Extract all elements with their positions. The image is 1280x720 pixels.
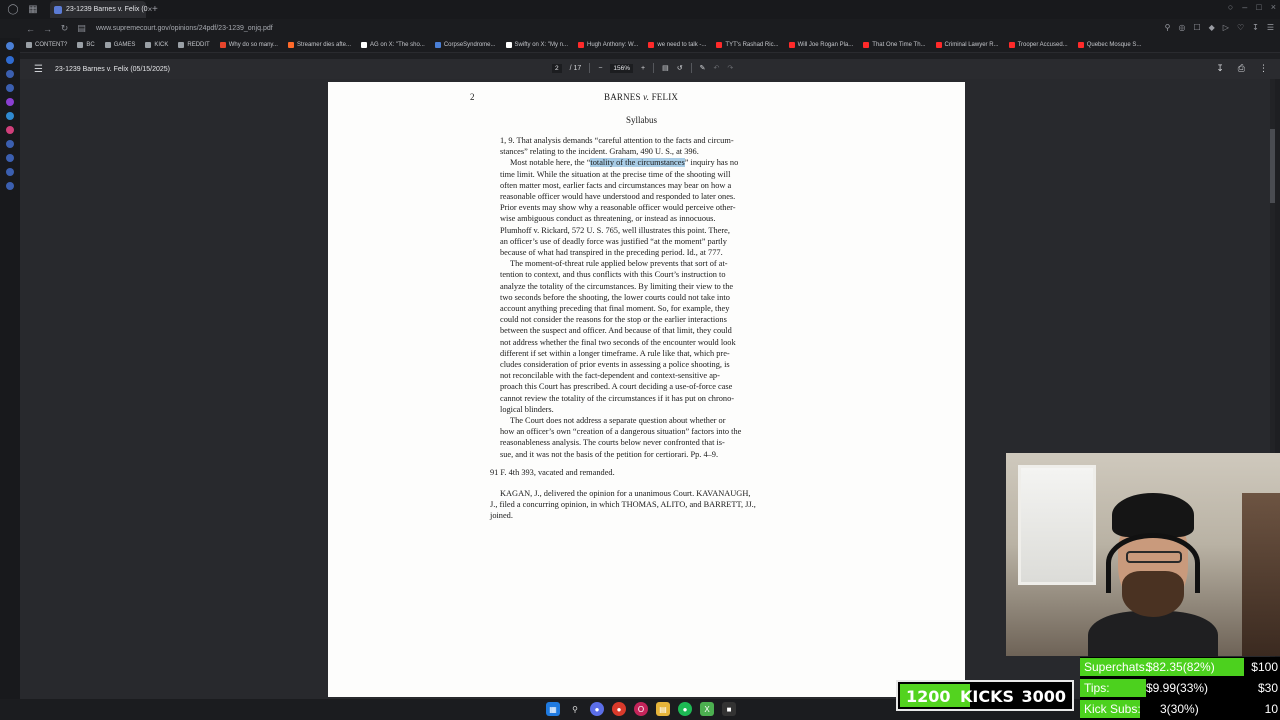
webcam-feed bbox=[1006, 453, 1280, 656]
address-bar bbox=[0, 19, 1280, 38]
bookmarks-bar bbox=[0, 38, 1280, 53]
text-line: Plumhoff v. Rickard, 572 U. S. 765, well illustrates this point. There, bbox=[500, 225, 730, 235]
bookmark-item[interactable] bbox=[77, 42, 94, 48]
goal-label: Kick Subs: bbox=[1084, 702, 1141, 716]
kicks-goal: 3000 bbox=[1021, 687, 1066, 706]
heart-icon[interactable]: ♡ bbox=[1236, 23, 1245, 32]
bookmark-favicon-icon bbox=[1078, 42, 1084, 48]
pdf-page-controls bbox=[552, 63, 733, 73]
window-controls bbox=[1228, 2, 1276, 12]
sidebar-history-icon[interactable] bbox=[6, 154, 14, 162]
bookmark-item[interactable] bbox=[361, 42, 425, 48]
bookmark-label: Streamer dies afte... bbox=[296, 42, 351, 48]
maximize-icon[interactable]: □ bbox=[1256, 2, 1262, 12]
bookmark-item[interactable] bbox=[578, 42, 638, 48]
bookmark-label: BC bbox=[86, 42, 95, 48]
pdf-title: 23-1239 Barnes v. Felix (05/15/2025) bbox=[54, 65, 171, 73]
text-line: cannot review the totality of the circumstances if it has put on chrono- bbox=[500, 393, 735, 403]
browser-sidebar bbox=[0, 38, 20, 720]
text-segment: ” inquiry has no bbox=[684, 158, 739, 168]
bookmark-favicon-icon bbox=[220, 42, 226, 48]
sidebar-app-icon[interactable] bbox=[6, 84, 14, 92]
bookmark-item[interactable] bbox=[145, 42, 168, 48]
bookmark-item[interactable] bbox=[1009, 42, 1068, 48]
start-icon[interactable]: ▦ bbox=[546, 702, 560, 716]
sidebar-app-icon[interactable] bbox=[6, 140, 14, 148]
kicks-goal-widget bbox=[896, 680, 1074, 711]
page-header bbox=[604, 92, 678, 102]
bookmark-favicon-icon bbox=[1009, 42, 1015, 48]
goal-label: Tips: bbox=[1084, 681, 1110, 695]
annotate-icon[interactable]: ✎ bbox=[699, 65, 706, 72]
goal-value: $82.35(82%) bbox=[1146, 660, 1215, 674]
bookmark-label: That One Time Th... bbox=[872, 42, 926, 48]
bookmark-favicon-icon bbox=[789, 42, 795, 48]
folder-icon bbox=[26, 42, 32, 48]
site-info-icon[interactable]: ▤ bbox=[77, 23, 86, 33]
opinion-line: J., filed a concurring opinion, in which THOMAS, ALITO, and BARRETT, JJ., bbox=[490, 500, 756, 510]
address-bar-icons bbox=[1165, 23, 1274, 32]
text-line: reasonable officer would have understood and responded to later ones. bbox=[500, 192, 736, 202]
text-line: because of what had transpired in the preceding period. Id., at 777. bbox=[500, 248, 723, 258]
folder-icon bbox=[145, 42, 151, 48]
text-line: between the suspect and officer. And because of that limit, they could bbox=[500, 326, 732, 336]
text-line: tention to context, and thus conflicts with this Court’s instruction to bbox=[500, 270, 726, 280]
syllabus-text[interactable] bbox=[500, 135, 803, 460]
text-line: logical blinders. bbox=[500, 404, 554, 414]
bookmark-label: Will Joe Rogan Pla... bbox=[797, 42, 854, 48]
bookmark-item[interactable] bbox=[863, 42, 925, 48]
pdf-actions bbox=[1216, 63, 1268, 74]
text-line: an officer’s use of deadly force was justified “at the moment” partly bbox=[500, 236, 727, 246]
bookmark-item[interactable] bbox=[220, 42, 278, 48]
text-line: time limit. While the situation at the precise time of the shooting will bbox=[500, 169, 731, 179]
bookmark-item[interactable] bbox=[288, 42, 351, 48]
forward-icon[interactable]: → bbox=[43, 23, 52, 34]
folder-icon bbox=[178, 42, 184, 48]
pdf-page bbox=[328, 82, 965, 697]
download-icon[interactable]: ↧ bbox=[1252, 23, 1259, 32]
header-left: BARNES bbox=[604, 92, 644, 102]
bookmark-favicon-icon bbox=[506, 42, 512, 48]
extensions-icon[interactable]: ☰ bbox=[1266, 23, 1274, 32]
webcam-streamer bbox=[1088, 493, 1218, 656]
text-line: proach this Court has prescribed. A court deciding a use-of-force case bbox=[500, 382, 733, 392]
pdf-toolbar bbox=[20, 59, 1280, 79]
back-icon[interactable]: ← bbox=[26, 23, 35, 34]
webcam-background-window bbox=[1018, 465, 1096, 585]
bookmark-favicon-icon bbox=[361, 42, 367, 48]
sidebar-messenger-icon[interactable] bbox=[6, 56, 14, 64]
close-window-icon[interactable]: × bbox=[1270, 2, 1276, 12]
text-line: 1, 9. That analysis demands “careful attention to the facts and circum- bbox=[500, 136, 734, 145]
zoom-level-input[interactable]: 156% bbox=[610, 64, 633, 73]
divider bbox=[691, 63, 692, 73]
goal-row bbox=[1080, 699, 1280, 719]
minimize-icon[interactable]: – bbox=[1242, 2, 1248, 12]
folder-icon bbox=[77, 42, 83, 48]
bookmark-label: CONTENT? bbox=[35, 42, 68, 48]
goal-target: $30 bbox=[1257, 681, 1278, 695]
bookmark-item[interactable] bbox=[716, 42, 778, 48]
xbox-icon[interactable]: X bbox=[700, 702, 714, 716]
text-line: analyze the totality of the circumstances. By limiting their view to the bbox=[500, 281, 734, 291]
bookmark-item[interactable] bbox=[789, 42, 854, 48]
donation-goals-widget bbox=[1080, 657, 1280, 720]
bookmark-label: Why do so many... bbox=[228, 42, 278, 48]
bookmark-favicon-icon bbox=[716, 42, 722, 48]
zoom-out-icon[interactable]: − bbox=[598, 64, 603, 72]
reload-icon[interactable]: ↻ bbox=[60, 23, 69, 33]
section-title: Syllabus bbox=[626, 115, 658, 125]
bookmark-label: REDDIT bbox=[187, 42, 210, 48]
bookmark-favicon-icon bbox=[936, 42, 942, 48]
file-explorer-icon[interactable]: ▤ bbox=[656, 702, 670, 716]
goal-target: $100 bbox=[1251, 660, 1278, 674]
opinion-line: joined. bbox=[490, 511, 513, 521]
goal-value: 3(30%) bbox=[1160, 702, 1199, 716]
goal-label: Superchats: bbox=[1084, 660, 1149, 674]
bookmark-item[interactable] bbox=[1078, 42, 1142, 48]
bookmark-item[interactable] bbox=[648, 42, 706, 48]
redo-icon[interactable]: ↷ bbox=[727, 65, 734, 72]
text-line: The Court does not address a separate question about whether or bbox=[510, 416, 726, 426]
text-segment: Most notable here, the “ bbox=[510, 158, 591, 168]
close-tab-icon[interactable]: × bbox=[147, 5, 153, 14]
bookmark-item[interactable] bbox=[178, 42, 209, 48]
bookmark-label: we need to talk -... bbox=[657, 42, 707, 48]
highlighted-selection[interactable]: totality of the circumstances bbox=[590, 158, 685, 168]
bookmark-item[interactable] bbox=[506, 42, 568, 48]
page-number: 2 bbox=[470, 92, 475, 102]
text-line: could not consider the reasons for the stop or the earlier interactions bbox=[500, 315, 727, 325]
pdf-favicon-icon bbox=[54, 6, 62, 14]
bookmark-item[interactable] bbox=[26, 42, 67, 48]
opera-icon[interactable]: O bbox=[634, 702, 648, 716]
bookmark-label: Criminal Lawyer R... bbox=[944, 42, 999, 48]
bookmark-label: AG on X: "The sho... bbox=[370, 42, 425, 48]
search-tabs-icon[interactable]: ○ bbox=[1227, 2, 1234, 12]
bookmark-label: TYT's Rashad Ric... bbox=[725, 42, 779, 48]
goal-row bbox=[1080, 678, 1280, 698]
tab-active[interactable] bbox=[50, 1, 153, 18]
bookmark-item[interactable] bbox=[435, 42, 496, 48]
goal-row bbox=[1080, 657, 1280, 677]
chrome-icon[interactable]: ● bbox=[612, 702, 626, 716]
zoom-in-icon[interactable]: + bbox=[641, 64, 646, 72]
tab-overview-icon[interactable]: ▦ bbox=[28, 4, 38, 15]
bookmark-favicon-icon bbox=[435, 42, 441, 48]
divider bbox=[589, 63, 590, 73]
citation: 91 F. 4th 393, vacated and remanded. bbox=[490, 468, 615, 477]
search-icon[interactable]: ⚲ bbox=[572, 704, 578, 714]
text-line: not reconcilable with the fact-dependent and context-sensitive ap- bbox=[500, 371, 720, 381]
text-line: Prior events may show why a reasonable officer would perceive other- bbox=[500, 203, 736, 213]
zoom-icon[interactable]: ⚲ bbox=[1164, 23, 1171, 32]
goal-target: 10 bbox=[1264, 702, 1278, 716]
taskbar-icons bbox=[546, 702, 736, 716]
text-line: how an officer’s own “creation of a dangerous situation” factors into the bbox=[500, 427, 742, 437]
discord-icon[interactable]: ● bbox=[590, 702, 604, 716]
text-line: account anything preceding that final moment. So, for example, they bbox=[500, 304, 730, 314]
shield-icon[interactable]: ◆ bbox=[1208, 23, 1215, 32]
scrollbar-thumb[interactable] bbox=[1270, 129, 1275, 203]
folder-icon bbox=[105, 42, 111, 48]
sidebar-settings-icon[interactable] bbox=[6, 182, 14, 190]
opinion-note bbox=[490, 488, 803, 522]
print-icon[interactable]: ⎙ bbox=[1237, 63, 1245, 73]
undo-icon[interactable]: ↶ bbox=[713, 65, 720, 72]
url-field[interactable]: www.supremecourt.gov/opinions/24pdf/23-1239_onjq.pdf bbox=[96, 25, 273, 32]
header-right: FELIX bbox=[649, 92, 679, 102]
bookmark-label: Trooper Accused... bbox=[1017, 42, 1068, 48]
text-line: sue, and it was not the basis of the petition for certiorari. Pp. 4–9. bbox=[500, 449, 719, 459]
sidebar-app-icon[interactable] bbox=[6, 70, 14, 78]
text-line: The moment-of-threat rule applied below prevents that sort of at- bbox=[510, 259, 728, 269]
kicks-label: KICKS bbox=[960, 687, 1015, 706]
play-icon[interactable]: ▷ bbox=[1222, 23, 1229, 32]
text-line: different if set within a longer timeframe. A rule like that, which pre- bbox=[500, 348, 730, 358]
goal-value: $9.99(33%) bbox=[1146, 681, 1209, 695]
terminal-icon[interactable]: ■ bbox=[722, 702, 736, 716]
text-line: reasonableness analysis. The courts below never confronted that is- bbox=[500, 438, 725, 448]
text-line: cludes consideration of prior events in assessing a police shooting, is bbox=[500, 360, 730, 370]
bookmark-label: Swifty on X: "My n... bbox=[514, 42, 569, 48]
bookmark-item[interactable] bbox=[936, 42, 999, 48]
sidebar-home-icon[interactable] bbox=[6, 42, 14, 50]
bookmark-item[interactable] bbox=[105, 42, 136, 48]
sidebar-twitch-icon[interactable] bbox=[6, 98, 14, 106]
sidebar-messenger-icon[interactable] bbox=[6, 112, 14, 120]
bookmark-label: KICK bbox=[154, 42, 169, 48]
bookmark-icon[interactable]: ☐ bbox=[1193, 23, 1201, 32]
kicks-current: 1200 bbox=[906, 687, 951, 706]
tab-title: 23-1239 Barnes v. Felix (0 bbox=[66, 6, 148, 13]
header-v: v. bbox=[643, 92, 650, 102]
text-line: often matter most, earlier facts and circumstances may bear on how a bbox=[500, 180, 732, 190]
bookmark-label: CorpseSyndrome... bbox=[443, 42, 496, 48]
new-tab-icon[interactable]: + bbox=[152, 4, 158, 15]
spotify-icon[interactable]: ● bbox=[678, 702, 692, 716]
divider bbox=[653, 63, 654, 73]
page-number-input[interactable]: 2 bbox=[552, 64, 562, 73]
sidebar-notes-icon[interactable] bbox=[6, 168, 14, 176]
bookmark-favicon-icon bbox=[578, 42, 584, 48]
snapshot-icon[interactable]: ◎ bbox=[1178, 23, 1186, 32]
webcam-background-shelf bbox=[1242, 493, 1280, 656]
menu-icon[interactable]: ☰ bbox=[34, 63, 43, 75]
page-total: / 17 bbox=[569, 64, 582, 72]
text-line: wise ambiguous conduct as threatening, or instead as innocuous. bbox=[500, 214, 716, 224]
bookmark-label: Quebec Mosque S... bbox=[1086, 42, 1142, 48]
bookmark-favicon-icon bbox=[863, 42, 869, 48]
text-line: two seconds before the shooting, the lower courts could not take into bbox=[500, 292, 730, 302]
browser-logo-icon[interactable]: ◯ bbox=[7, 4, 19, 15]
tab-bar bbox=[0, 0, 1280, 19]
opinion-line: KAGAN, J., delivered the opinion for a unanimous Court. KAVANAUGH, bbox=[500, 489, 751, 498]
sidebar-instagram-icon[interactable] bbox=[6, 126, 14, 134]
bookmark-favicon-icon bbox=[288, 42, 294, 48]
text-line: stances” relating to the incident. Graham, 490 U. S., at 396. bbox=[500, 147, 699, 157]
text-line bbox=[500, 157, 803, 168]
fit-page-icon[interactable]: ▤ bbox=[662, 65, 669, 72]
bookmark-label: GAMES bbox=[113, 42, 136, 48]
rotate-icon[interactable]: ↺ bbox=[676, 65, 683, 72]
more-options-icon[interactable]: ⋮ bbox=[1259, 63, 1268, 73]
text-line: not address whether the final two seconds of the encounter would look bbox=[500, 337, 736, 347]
bookmark-label: Hugh Anthony: W... bbox=[587, 42, 639, 48]
download-icon[interactable]: ↧ bbox=[1216, 63, 1224, 73]
bookmark-favicon-icon bbox=[648, 42, 654, 48]
